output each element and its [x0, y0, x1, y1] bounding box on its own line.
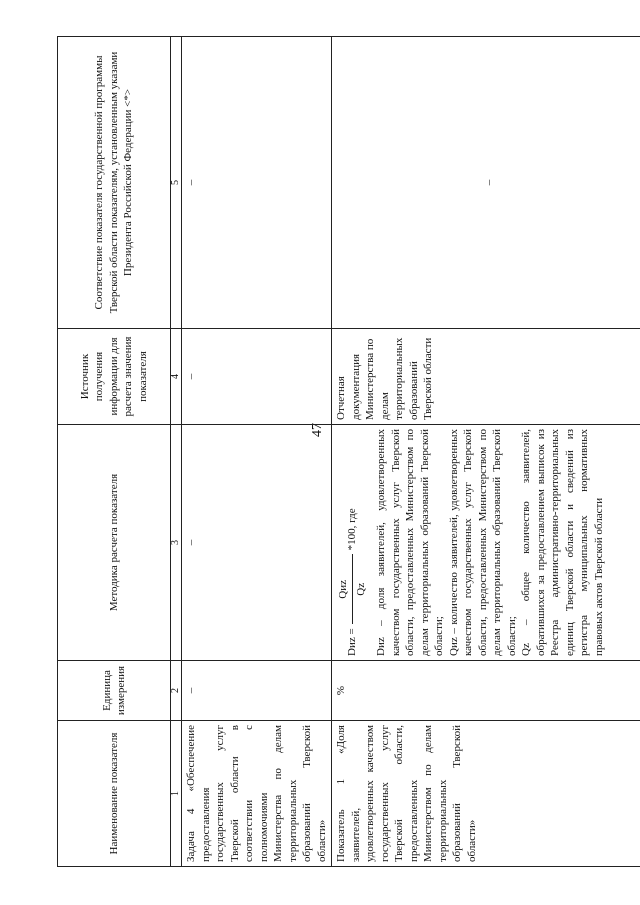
column-number: 3: [171, 425, 182, 661]
header-indicator-name: Наименование показателя: [58, 721, 171, 867]
task-compliance-cell: –: [182, 37, 332, 329]
indicator-name-cell: Показатель 1 «Доля заявителей, удовлетворенных качеством государственных услуг Тверской области, предоставленных Министерством по делам территориальных образований Тверской области»: [332, 721, 640, 867]
column-number: 1: [171, 721, 182, 867]
formula: [336, 429, 368, 656]
column-number: 5: [171, 37, 182, 329]
task-name-cell: Задача 4 «Обеспечение предоставления государственных услуг Тверской области в соответствии с полномочиями Министерства по делам территориальных образований Тверской области»: [182, 721, 332, 867]
table-container: [57, 37, 605, 867]
formula-numerator: Qиz: [337, 579, 349, 599]
column-number: 4: [171, 329, 182, 425]
indicator-method-cell: [332, 425, 640, 661]
header-source: Источник получения информации для расчета значения показателя: [58, 329, 171, 425]
rotated-page-content: [57, 37, 605, 867]
formula-fraction: [336, 554, 368, 624]
task-unit-cell: –: [182, 661, 332, 721]
header-compliance: Соответствие показателя государственной программы Тверской области показателям, установленным указами Президента Российской Федерации <*>: [58, 37, 171, 329]
header-method: Методика расчета показателя: [58, 425, 171, 661]
table-row: [182, 37, 332, 867]
fraction-line: [352, 554, 353, 624]
method-definition: Qиz – количество заявителей, удовлетворенных качеством государственных услуг Тверской области, предоставленных Министерством по делам территориальных образований Тверской области;: [447, 429, 518, 656]
formula-rhs: *100, где: [345, 508, 358, 551]
page-number: 47: [310, 423, 325, 437]
indicator-unit-cell: %: [332, 661, 640, 721]
table-row: [332, 37, 640, 867]
indicators-table: [57, 36, 640, 867]
indicator-compliance-cell: –: [332, 37, 640, 329]
formula-denominator: Qz: [354, 582, 367, 596]
method-definition: Dиz – доля заявителей, удовлетворенных качеством государственных услуг Тверской области, предоставленных Министерством по делам территориальных образований Тверской области;: [375, 429, 445, 656]
column-number: 2: [171, 661, 182, 721]
column-number-row: [171, 37, 182, 867]
header-unit: Единица измерения: [58, 661, 171, 721]
method-definition: Qz – общее количество заявителей, обратившихся за предоставлением выписок из Реестра административно-территориальных единиц Тверской области и сведений из регистра муниципальных нормативных правовых актов Тверской области: [520, 429, 605, 656]
task-method-cell: –: [182, 425, 332, 661]
indicator-source-cell: Отчетная документация Министерства по делам территориальных образований Тверской области: [332, 329, 640, 425]
header-row: [58, 37, 171, 867]
task-source-cell: –: [182, 329, 332, 425]
formula-lhs: Dиz =: [345, 628, 358, 656]
